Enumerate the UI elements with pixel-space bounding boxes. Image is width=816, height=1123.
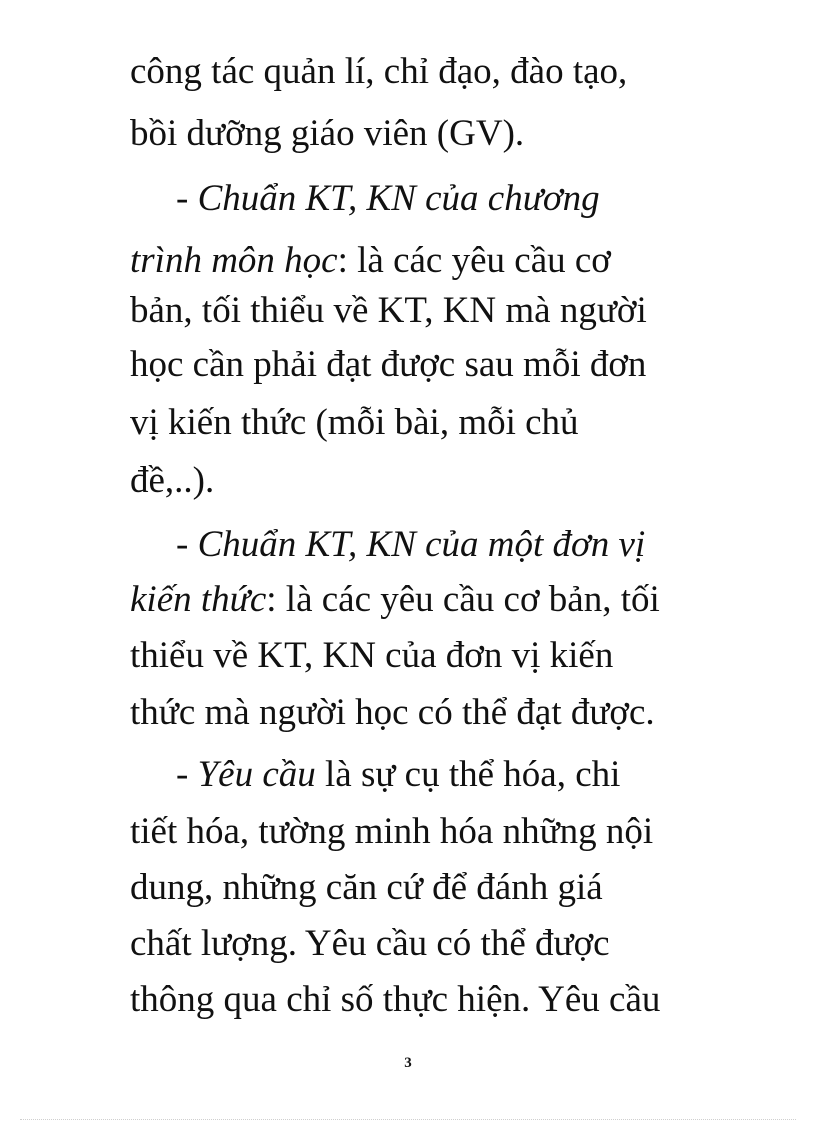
text-segment: - [176,524,198,565]
text-line [130,239,611,283]
page-number: 3 [404,1055,412,1071]
text-line [130,343,646,387]
text-segment: thiểu về KT, KN của đơn vị kiến [130,635,614,676]
text-line [130,289,647,333]
page-bottom-divider [20,1119,796,1120]
italic-term: Yêu cầu [197,754,316,795]
text-segment: công tác quản lí, chỉ đạo, đào tạo, [130,51,628,92]
text-line [130,922,610,966]
text-line [176,523,645,567]
text-line [176,753,620,797]
italic-term: kiến thức [130,579,267,620]
text-segment: - [176,178,198,219]
text-segment: bản, tối thiểu về KT, KN mà người [130,290,647,331]
text-segment: chất lượng. Yêu cầu có thể được [130,923,610,964]
text-line [130,810,653,854]
text-line [130,866,603,910]
italic-term: trình môn học [130,240,338,281]
text-line [130,459,214,503]
text-line [130,691,655,735]
text-line [130,50,627,94]
text-segment: - [176,754,198,795]
text-line [130,112,524,156]
text-segment: thông qua chỉ số thực hiện. Yêu cầu [130,979,661,1020]
text-segment: : là các yêu cầu cơ [337,240,611,281]
text-segment: đề,..). [130,460,215,501]
italic-term: Chuẩn KT, KN của một đơn vị [197,524,646,565]
text-line [130,634,613,678]
text-segment: dung, những căn cứ để đánh giá [130,867,603,908]
text-segment: vị kiến thức (mỗi bài, mỗi chủ [130,402,579,443]
italic-term: Chuẩn KT, KN của chương [197,178,600,219]
text-segment: là sự cụ thể hóa, chi [315,754,621,795]
text-line [130,578,660,622]
text-segment: thức mà người học có thể đạt được. [130,692,655,733]
text-segment: tiết hóa, tường minh hóa những nội [130,811,654,852]
text-line [130,978,660,1022]
text-segment: : là các yêu cầu cơ bản, tối [266,579,660,620]
text-line [176,177,600,221]
text-segment: bồi dưỡng giáo viên (GV). [130,113,525,154]
text-segment: học cần phải đạt được sau mỗi đơn [130,344,647,385]
text-line [130,401,579,445]
